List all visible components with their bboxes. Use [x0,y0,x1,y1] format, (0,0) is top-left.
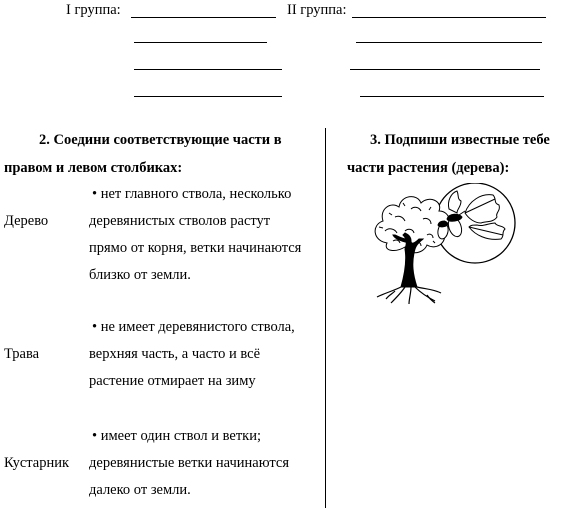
desc-1-line-3: прямо от корня, ветки начинаются [89,240,302,256]
desc-3-line-1: • имеет один ствол и ветки; [92,428,262,444]
group2-label: II группа: [287,2,347,18]
term-shrub: Кустарник [4,455,70,471]
desc-2-line-2: верхняя часть, а часто и всё [89,346,261,362]
term-tree: Дерево [4,213,49,229]
desc-2-line-1: • не имеет деревянистого ствола, [92,319,295,335]
group1-label: I группа: [66,2,121,18]
group2-name-line-4[interactable] [360,96,544,97]
desc-1-line-4: близко от земли. [89,267,191,283]
group2-name-line-3[interactable] [350,69,540,70]
desc-3-line-2: деревянистые ветки начинаются [89,455,290,471]
column-divider [325,128,326,508]
group1-name-line-4[interactable] [134,96,282,97]
tree-roots-icon [377,287,441,304]
group2-name-line-2[interactable] [356,42,542,43]
task3-title-line1: 3. Подпиши известные тебе [370,132,550,148]
task2-title-line1: 2. Соедини соответствующие части в [39,132,282,148]
desc-3-line-3: далеко от земли. [89,482,191,498]
oak-tree-illustration [365,183,529,305]
group1-name-line-2[interactable] [134,42,267,43]
desc-1-line-2: деревянистых стволов растут [89,213,271,229]
desc-2-line-3: растение отмирает на зиму [89,373,256,389]
task2-title-line2: правом и левом столбиках: [4,160,183,176]
desc-1-line-1: • нет главного ствола, несколько [92,186,292,202]
group1-name-line-1[interactable] [131,17,276,18]
group1-name-line-3[interactable] [134,69,282,70]
group2-name-line-1[interactable] [352,17,546,18]
term-grass: Трава [4,346,40,362]
task3-title-line2: части растения (дерева): [347,160,510,176]
